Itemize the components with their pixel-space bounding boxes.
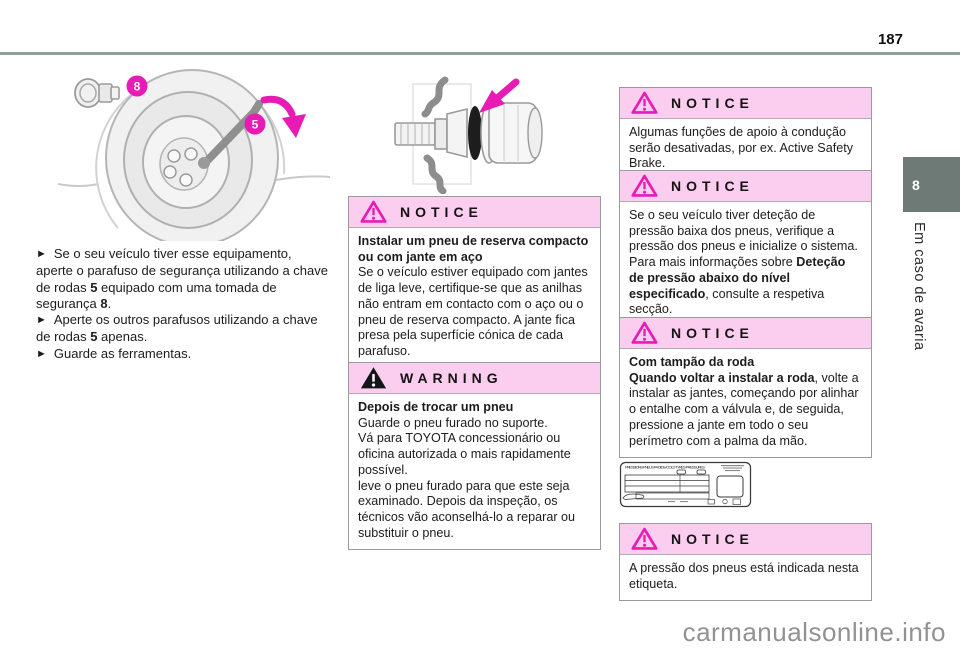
bullet-arrow-icon: ► bbox=[36, 248, 47, 260]
notice-paragraph: Quando voltar a instalar a roda, volte a instalar as jantes, começando por alinhar o entalhe com a válvula e, de seguida, pressione a jante em todo o seu perímetro com a palma da mão. bbox=[629, 370, 859, 448]
warning-subject: Depois de trocar um pneu bbox=[358, 400, 514, 414]
qr-panel bbox=[717, 476, 743, 497]
ground-line bbox=[58, 184, 98, 186]
black-washer bbox=[468, 106, 482, 160]
warning-box-after-tyre bbox=[348, 362, 601, 550]
pressure-label-title: PRESSIONS PNEUS FROIDS / COLD TYRES PRESSURES bbox=[625, 464, 705, 470]
notice-box-hubcap bbox=[619, 317, 872, 458]
notice-triangle-icon bbox=[360, 200, 387, 224]
notice-triangle-icon bbox=[631, 527, 658, 551]
bolt-washer-illustration bbox=[383, 76, 558, 194]
notice-header bbox=[620, 171, 871, 202]
page-number: 187 bbox=[877, 31, 903, 48]
notice-body: A pressão dos pneus está indicada nesta etiqueta. bbox=[629, 561, 859, 591]
notice-body: Se o seu veículo tiver deteção de pressão baixa dos pneus, verifique a pressão dos pneus e inicialize o sistema. Para mais informações sobre Deteção de pressão abaixo do nível especificado, consulte a respetiva secção. bbox=[620, 202, 871, 326]
wheel-change-illustration bbox=[58, 56, 330, 241]
notice-title: NOTICE bbox=[400, 204, 483, 220]
warning-triangle-icon bbox=[360, 366, 387, 390]
instruction-step: ► Guarde as ferramentas. bbox=[36, 345, 192, 361]
bullet-arrow-icon: ► bbox=[36, 314, 47, 327]
notice-title: NOTICE bbox=[671, 325, 754, 341]
notice-box-driving-aids bbox=[619, 87, 872, 181]
warning-body: Depois de trocar um pneu Guarde o pneu furado no suporte. Vá para TOYOTA concessionário ou oficina autorizada o mais rapidamente possível. leve o pneu furado para que este seja examinado. Depois da inspeção, os técnicos vão aconselhá-lo a reparar ou substituir o pneu. bbox=[349, 394, 600, 549]
instruction-step: ► Aperte os outros parafusos utilizando a chave de rodas 5 apenas. bbox=[36, 312, 318, 345]
notice-triangle-icon bbox=[631, 91, 658, 115]
wrench-socket bbox=[198, 157, 210, 169]
body-line bbox=[276, 176, 330, 180]
left-column-instructions bbox=[36, 246, 330, 363]
top-rule bbox=[0, 52, 960, 55]
bullet-arrow-icon: ► bbox=[36, 347, 47, 360]
notice-header bbox=[620, 88, 871, 119]
bolt-cone bbox=[447, 109, 467, 157]
notice-subject: Com tampão da roda bbox=[629, 355, 755, 369]
rotate-arrow-icon bbox=[264, 99, 292, 114]
notice-body bbox=[620, 349, 871, 457]
notice-header bbox=[620, 524, 871, 555]
notice-title: NOTICE bbox=[671, 95, 754, 111]
chapter-tab bbox=[903, 157, 960, 212]
notice-triangle-icon bbox=[631, 321, 658, 345]
notice-triangle-icon bbox=[631, 174, 658, 198]
chapter-number: 8 bbox=[912, 176, 920, 193]
notice-title: NOTICE bbox=[671, 531, 754, 547]
tyre-pressure-label-illustration bbox=[619, 461, 752, 508]
callout-8-label: 8 bbox=[133, 79, 141, 94]
warning-header bbox=[349, 363, 600, 394]
notice-title: NOTICE bbox=[671, 178, 754, 194]
instruction-step: ► Se o seu veículo tiver esse equipamento, aperte o parafuso de segurança utilizando a chave de rodas 5 equipado com uma tomada de segurança 8. bbox=[36, 246, 328, 311]
notice-box-pressure-detection bbox=[619, 170, 872, 327]
warning-title: WARNING bbox=[400, 370, 503, 386]
notice-box-label bbox=[619, 523, 872, 601]
notice-paragraph: Para mais informações sobre Deteção de pressão abaixo do nível especificado, consulte a respetiva secção. bbox=[629, 255, 846, 317]
notice-header bbox=[349, 197, 600, 228]
notice-subject: Instalar um pneu de reserva compacto ou com jante em aço bbox=[358, 234, 589, 264]
notice-header bbox=[620, 318, 871, 349]
rotate-arrow-head bbox=[282, 114, 306, 138]
watermark: carmanualsonline.info bbox=[682, 617, 946, 647]
callout-5-label: 5 bbox=[251, 117, 259, 132]
chapter-label: Em caso de avaria bbox=[911, 222, 927, 351]
notice-body: Instalar um pneu de reserva compacto ou com jante em aço Se o veículo estiver equipado com jantes de liga leve, certifique-se que as anilhas não entram em contacto com o aço ou o pneu de reserva compacto. A jante fica presa pela superfície cónica de cada parafuso. bbox=[349, 228, 600, 368]
security-socket bbox=[75, 79, 101, 107]
notice-box-install-spare bbox=[348, 196, 601, 369]
notice-body: Algumas funções de apoio à condução serão desativadas, por ex. Active Safety Brake. bbox=[629, 125, 854, 171]
